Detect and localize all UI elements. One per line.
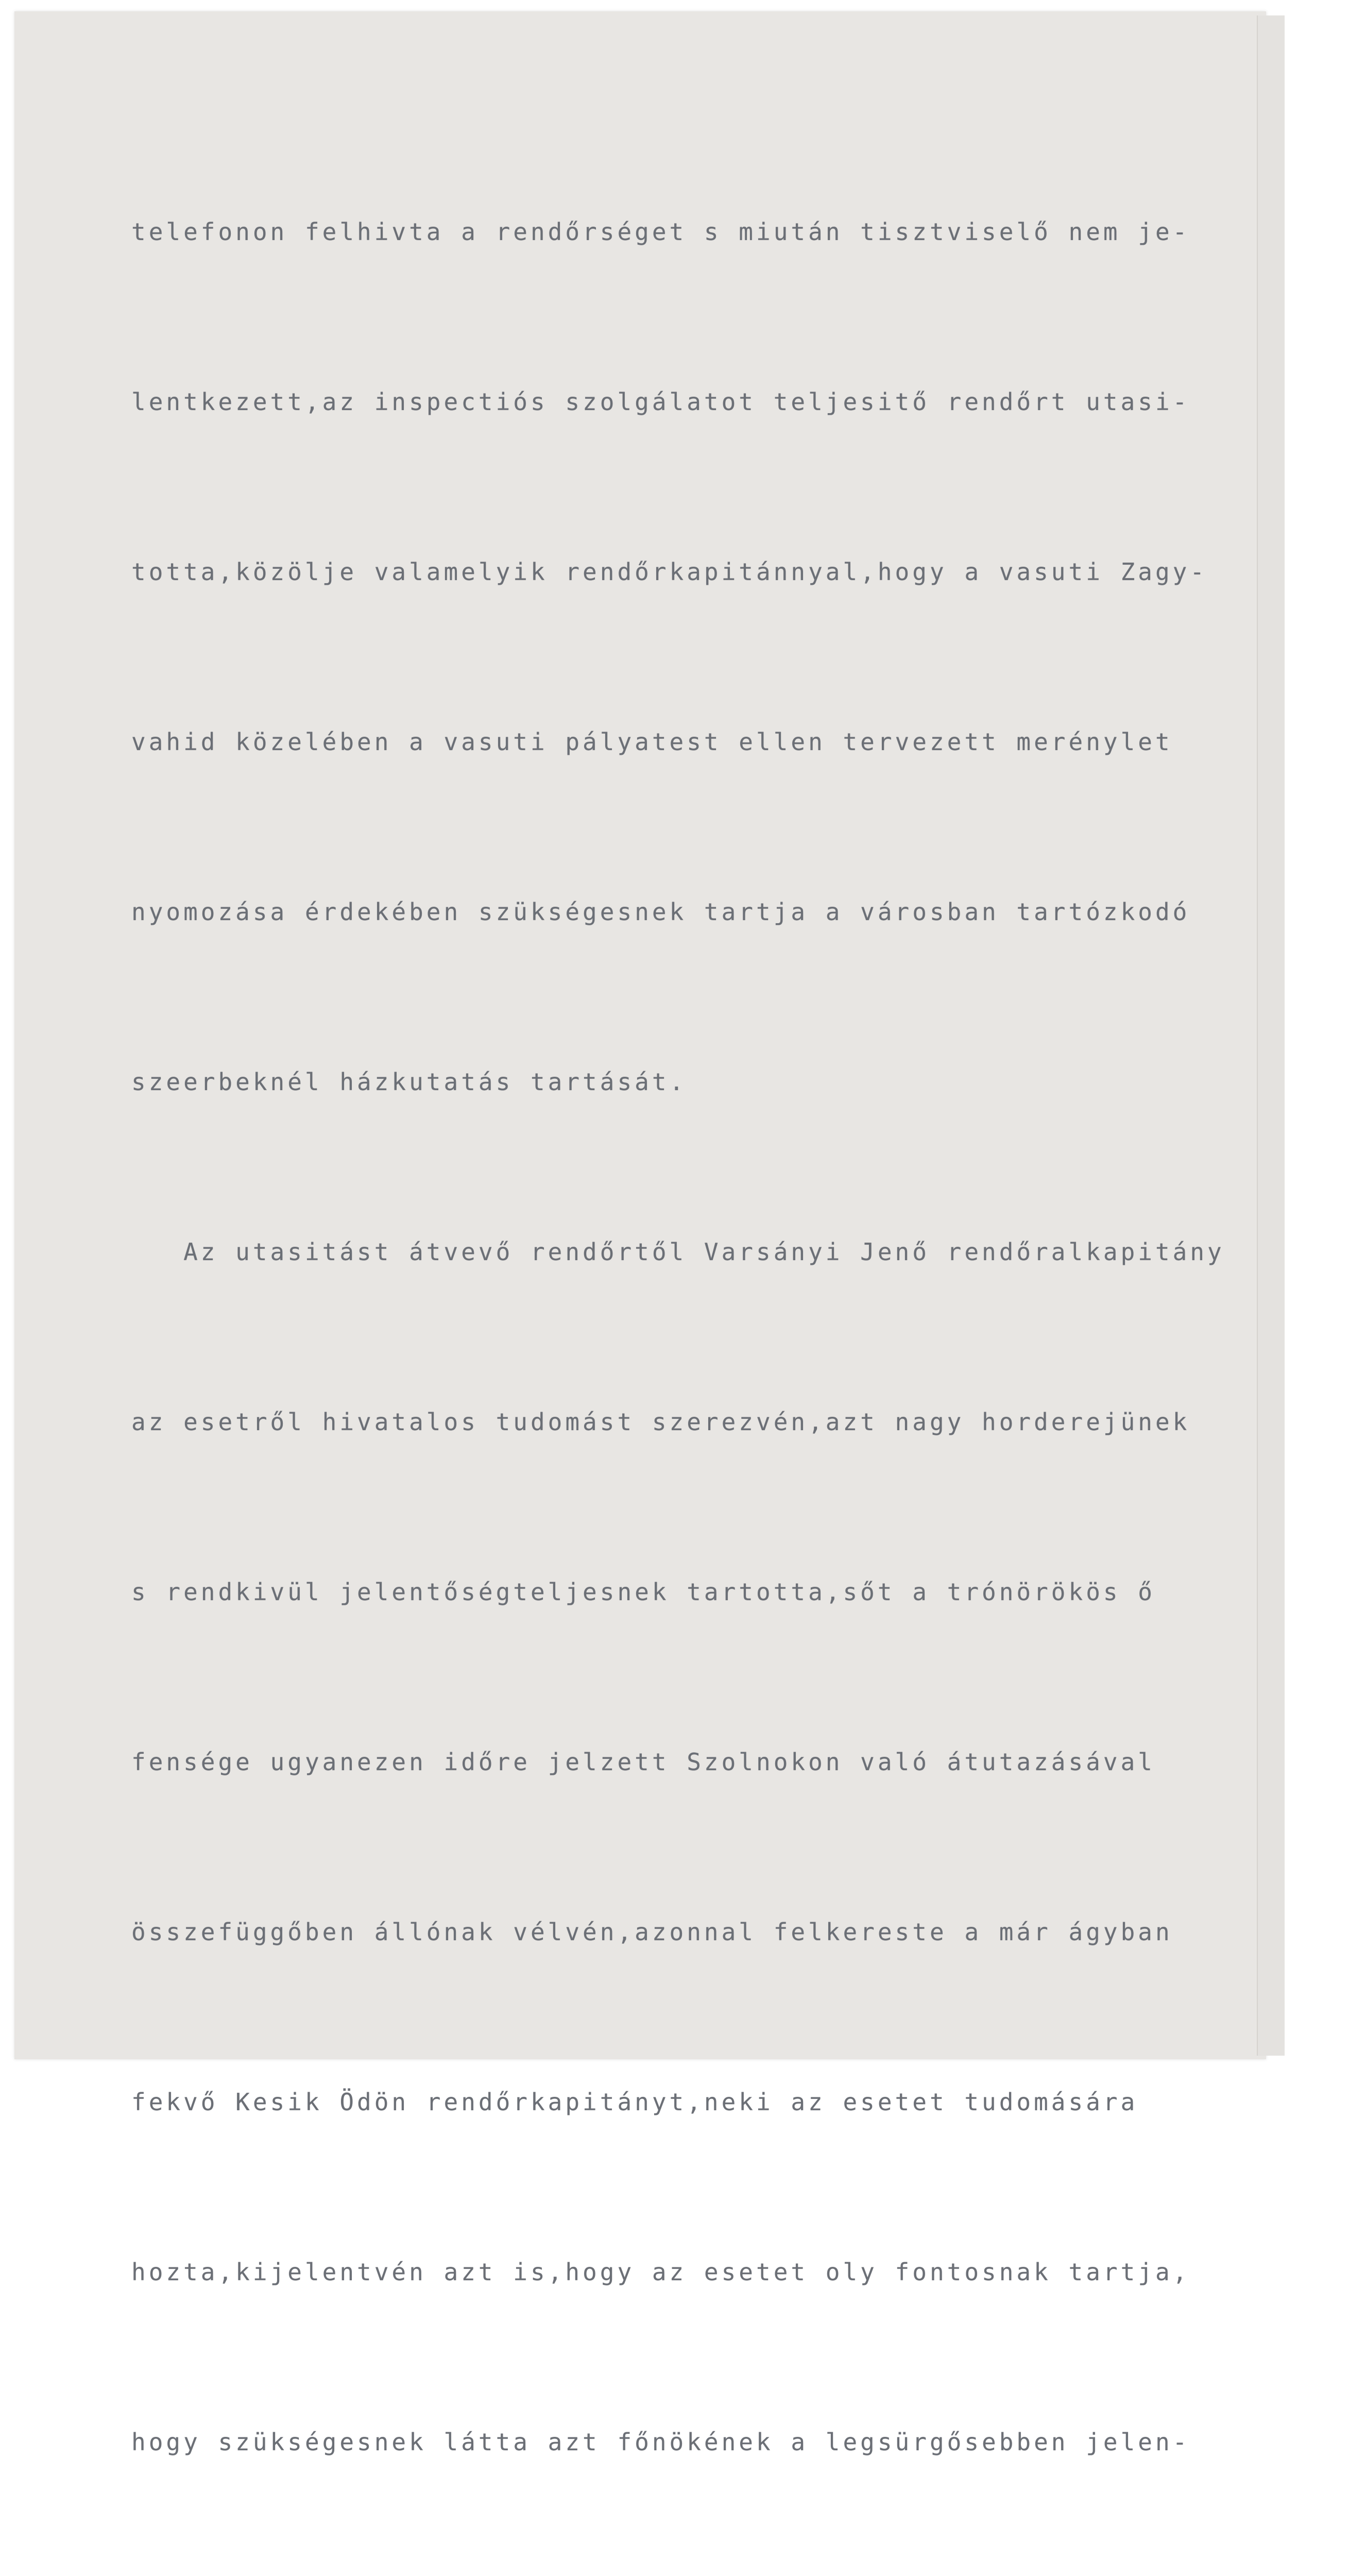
typed-text-body: [131, 90, 1270, 2576]
text-line: fekvő Kesik Ödön rendőrkapitányt,neki az esetet tudomására: [131, 2088, 1138, 2116]
text-line: összefüggőben állónak vélvén,azonnal felkereste a már ágyban: [131, 1918, 1173, 1946]
text-line: totta,közölje valamelyik rendőrkapitánnyal,hogy a vasuti Zagy-: [131, 558, 1208, 586]
text-line: hozta,kijelentvén azt is,hogy az esetet oly fontosnak tartja,: [131, 2258, 1190, 2286]
text-line: nyomozása érdekében szükségesnek tartja a városban tartózkodó: [131, 898, 1190, 926]
text-line: s rendkivül jelentőségteljesnek tartotta,sőt a trónörökös ő: [131, 1578, 1155, 1606]
text-line: fensége ugyanezen időre jelzett Szolnokon való átutazásával: [131, 1748, 1155, 1776]
text-line: telefonon felhivta a rendőrséget s miután tisztviselő nem je-: [131, 218, 1190, 246]
text-line: szeerbeknél házkutatás tartását.: [131, 1068, 687, 1096]
text-line: az esetről hivatalos tudomást szerezvén,azt nagy horderejünek: [131, 1408, 1190, 1436]
text-line: Az utasitást átvevő rendőrtől Varsányi Jenő rendőralkapitány: [131, 1238, 1225, 1266]
text-line: lentkezett,az inspectiós szolgálatot teljesitő rendőrt utasi-: [131, 388, 1190, 416]
text-line: hogy szükségesnek látta azt főnökének a legsürgősebben jelen-: [131, 2428, 1190, 2456]
text-line: vahid közelében a vasuti pályatest ellen tervezett merénylet: [131, 728, 1173, 756]
